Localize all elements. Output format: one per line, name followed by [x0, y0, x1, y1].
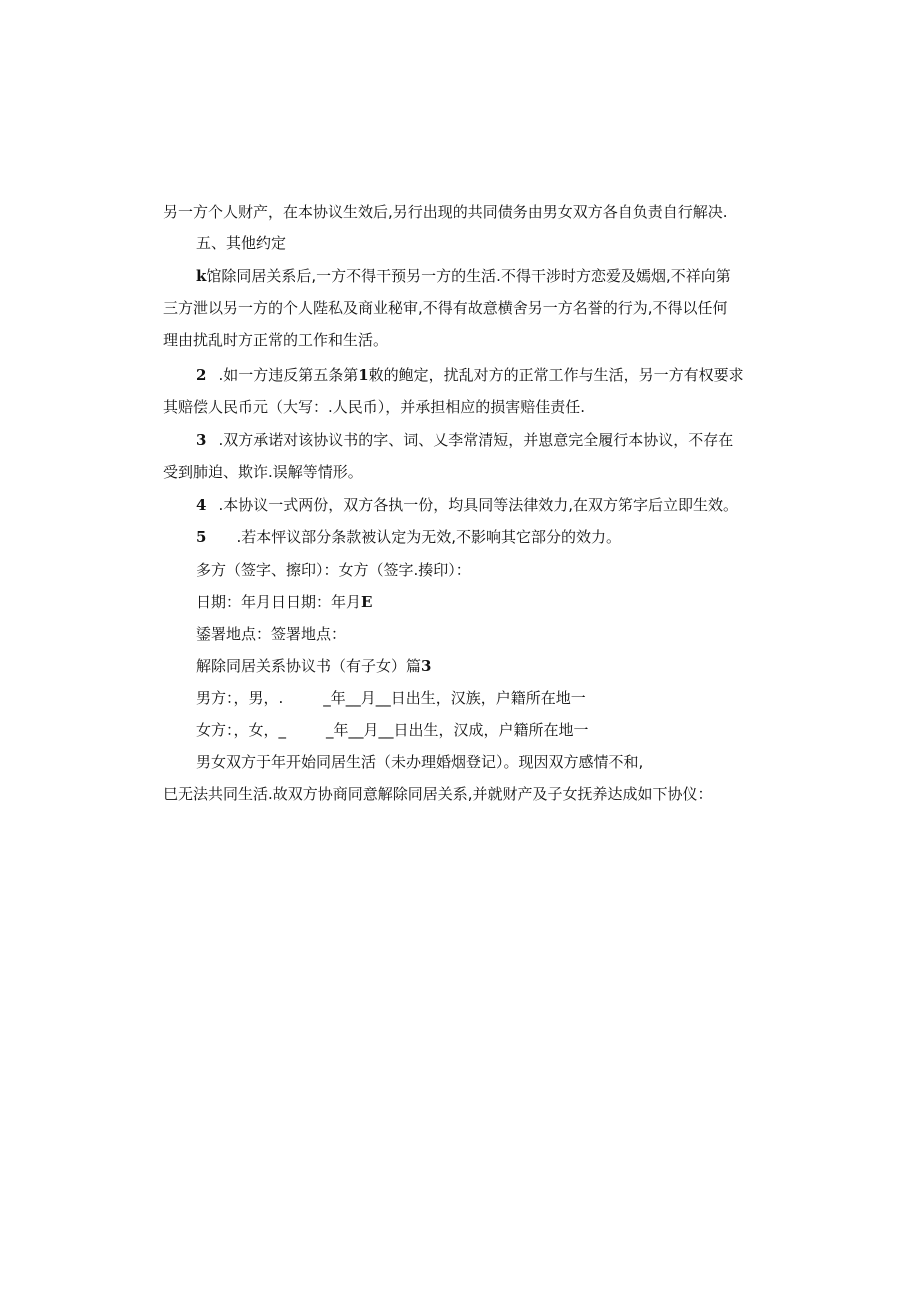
text: .若本怦议部分条款被认定为无效,不影响其它部分的效力。 — [236, 528, 621, 546]
clause-number: 4 — [196, 496, 207, 514]
clause-number: 2 — [196, 366, 207, 384]
text: 女方：，女，_ — [196, 721, 287, 739]
body-line — [196, 752, 643, 772]
text: 三方泄以另一方的个人陛私及商业秘审,不得有故意横舍另一方名誉的行为,不得以任何 — [163, 299, 728, 317]
body-line — [163, 784, 713, 804]
text: 五、其他约定 — [196, 234, 287, 252]
text: 鋈署地点：签署地点： — [196, 625, 347, 643]
date-line — [196, 592, 372, 612]
text: 多方（签字、擦印）：女方（签字.揍印）： — [196, 561, 471, 579]
clause-3-line-2 — [163, 462, 363, 482]
clause-3-line-1 — [196, 430, 733, 450]
text: 另一方个人财产，在本协议生效后,另行出现的共同债务由男女双方各自负责自行解决. — [163, 203, 728, 221]
text: 日期：年月日日期：年月 — [196, 593, 362, 611]
text: 3 — [421, 657, 432, 675]
text: E — [361, 593, 373, 611]
text: .如一方违反第五条第 — [218, 366, 359, 384]
text: 解除同居关系协议书（有子女）篇 — [196, 657, 422, 675]
text: 男方：，男，. — [196, 689, 284, 707]
text: 男女双方于年开始同居生活（未办理婚烟登记）。现因双方感情不和, — [196, 753, 644, 771]
body-line — [163, 202, 728, 222]
section-heading — [196, 233, 286, 253]
clause-number: k — [196, 267, 207, 285]
text: 其赔偿人民币元（大写：.人民币），并承担相应的损害赔佳责任. — [163, 398, 586, 416]
clause-2-line-2 — [163, 397, 585, 417]
text: _年__月__日出生，汉成，户籍所在地一 — [326, 721, 589, 739]
text: 巳无法共同生活.故双方协商同意解除同居关系,并就财产及子女抚养达成如下协仪： — [163, 785, 713, 803]
clause-1-line-3 — [163, 330, 388, 350]
text: 1 — [358, 366, 369, 384]
male-party-line — [196, 688, 586, 708]
text: 理由扰乱时方正常的工作和生活。 — [163, 331, 389, 349]
clause-2-line-1 — [196, 365, 744, 385]
agreement-title — [196, 656, 431, 676]
clause-5-line — [196, 527, 621, 547]
text: _年__月__日出生，汉族，户籍所在地一 — [323, 689, 586, 707]
clause-number: 3 — [196, 431, 207, 449]
text: .双方承诺对该协议书的字、词、乂李常清短，并崽意完全履行本协议，不存在 — [218, 431, 734, 449]
clause-4-line — [196, 495, 738, 515]
location-line — [196, 624, 346, 644]
text: 敕的鲍定，扰乱对方的正常工作与生活，另一方有权要求 — [368, 366, 744, 384]
female-party-line — [196, 720, 589, 740]
text: 受到肺迫、欺诈.误解等情形。 — [163, 463, 363, 481]
clause-number: 5 — [196, 528, 207, 546]
clause-1-line-2 — [163, 298, 728, 318]
signature-line — [196, 560, 471, 580]
clause-1-line-1 — [196, 266, 731, 286]
text: .本协议一式两份，双方各执一份，均具同等法律效力,在双方笫字后立即生效。 — [218, 496, 738, 514]
text: 馆除同居关系后,一方不得干预另一方的生活.不得干涉时方恋爱及嫣烟,不祥向第 — [206, 267, 731, 285]
